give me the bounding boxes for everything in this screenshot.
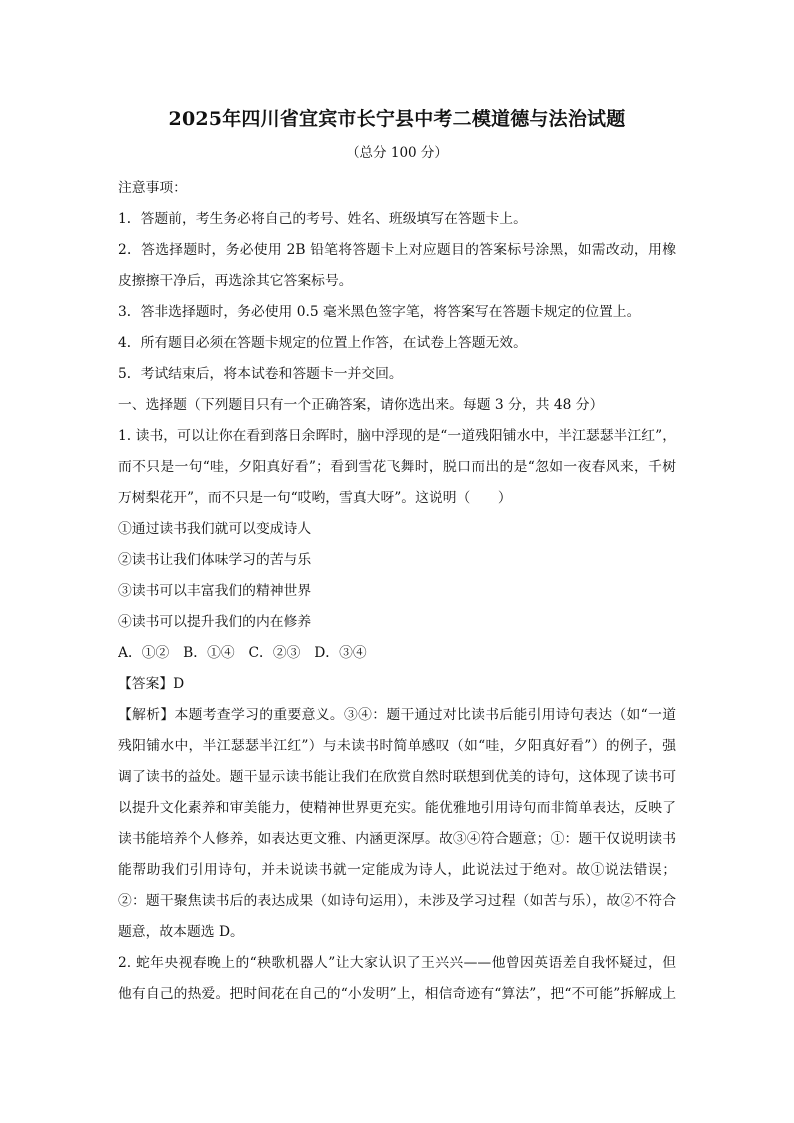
question1-analysis-line: 读书能培养个人修养，如表达更文雅、内涵更深厚。故③④符合题意；①：题干仅说明读书 [118, 831, 676, 847]
exam-title: 2025年四川省宜宾市长宁县中考二模道德与法治试题 [168, 108, 626, 130]
exam-subtitle: （总分 100 分） [346, 145, 448, 161]
question1-analysis-line: 【解析】本题考查学习的重要意义。③④：题干通过对比读书后能引用诗句表达（如“一道 [118, 707, 676, 723]
question1-stem-line: 1. 读书，可以让你在看到落日余晖时，脑中浮现的是“一道残阳铺水中，半江瑟瑟半江红”， [118, 428, 676, 444]
question1-choices: A．①② B．①④ C．②③ D．③④ [118, 645, 367, 661]
question1-option: ③读书可以丰富我们的精神世界 [118, 583, 312, 599]
question1-analysis-line: 题意，故本题选 D。 [118, 924, 244, 940]
question1-analysis-line: ②：题干聚焦读书后的表达成果（如诗句运用），未涉及学习过程（如苦与乐），故②不符合 [118, 893, 676, 909]
question1-stem-line: 万树梨花开”，而不只是一句“哎哟，雪真大呀”。这说明（ ） [118, 490, 512, 506]
question1-analysis-line: 以提升文化素养和审美能力，使精神世界更充实。能优雅地引用诗句而非简单表达，反映了 [118, 800, 676, 816]
question1-analysis-line: 残阳铺水中，半江瑟瑟半江红”）与未读书时简单感叹（如“哇，夕阳真好看”）的例子，强 [118, 738, 676, 754]
notice-line: 5．考试结束后，将本试卷和答题卡一并交回。 [118, 366, 403, 382]
question1-answer: 【答案】D [118, 676, 185, 692]
question1-option: ②读书让我们体味学习的苦与乐 [118, 552, 312, 568]
question1-analysis-line: 能帮助我们引用诗句，并未说读书就一定能成为诗人，此说法过于绝对。故①说法错误； [118, 862, 676, 878]
question1-option: ①通过读书我们就可以变成诗人 [118, 521, 312, 537]
section-heading: 一、选择题（下列题目只有一个正确答案，请你选出来。每题 3 分，共 48 分） [118, 397, 604, 413]
question1-option: ④读书可以提升我们的内在修养 [118, 614, 312, 630]
notice-line: 2．答选择题时，务必使用 2B 铅笔将答题卡上对应题目的答案标号涂黑，如需改动，用橡 [118, 242, 676, 258]
question2-stem-line: 2. 蛇年央视春晚上的“秧歌机器人”让大家认识了王兴兴——他曾因英语差自我怀疑过，但 [118, 955, 676, 971]
question1-analysis-line: 调了读书的益处。题干显示读书能让我们在欣赏自然时联想到优美的诗句，这体现了读书可 [118, 769, 676, 785]
notice-heading: 注意事项： [118, 180, 187, 196]
notice-line: 皮擦擦干净后，再选涂其它答案标号。 [118, 273, 353, 289]
question1-stem-line: 而不只是一句“哇，夕阳真好看”；看到雪花飞舞时，脱口而出的是“忽如一夜春风来，千树 [118, 459, 676, 475]
notice-line: 4．所有题目必须在答题卡规定的位置上作答，在试卷上答题无效。 [118, 335, 527, 351]
question2-stem-line: 他有自己的热爱。把时间花在自己的“小发明”上，相信奇迹有“算法”，把“不可能”拆解成上 [118, 986, 676, 1002]
notice-line: 3．答非选择题时，务必使用 0.5 毫米黑色签字笔，将答案写在答题卡规定的位置上。 [118, 304, 641, 320]
notice-line: 1．答题前，考生务必将自己的考号、姓名、班级填写在答题卡上。 [118, 211, 527, 227]
exam-content [118, 173, 676, 1010]
